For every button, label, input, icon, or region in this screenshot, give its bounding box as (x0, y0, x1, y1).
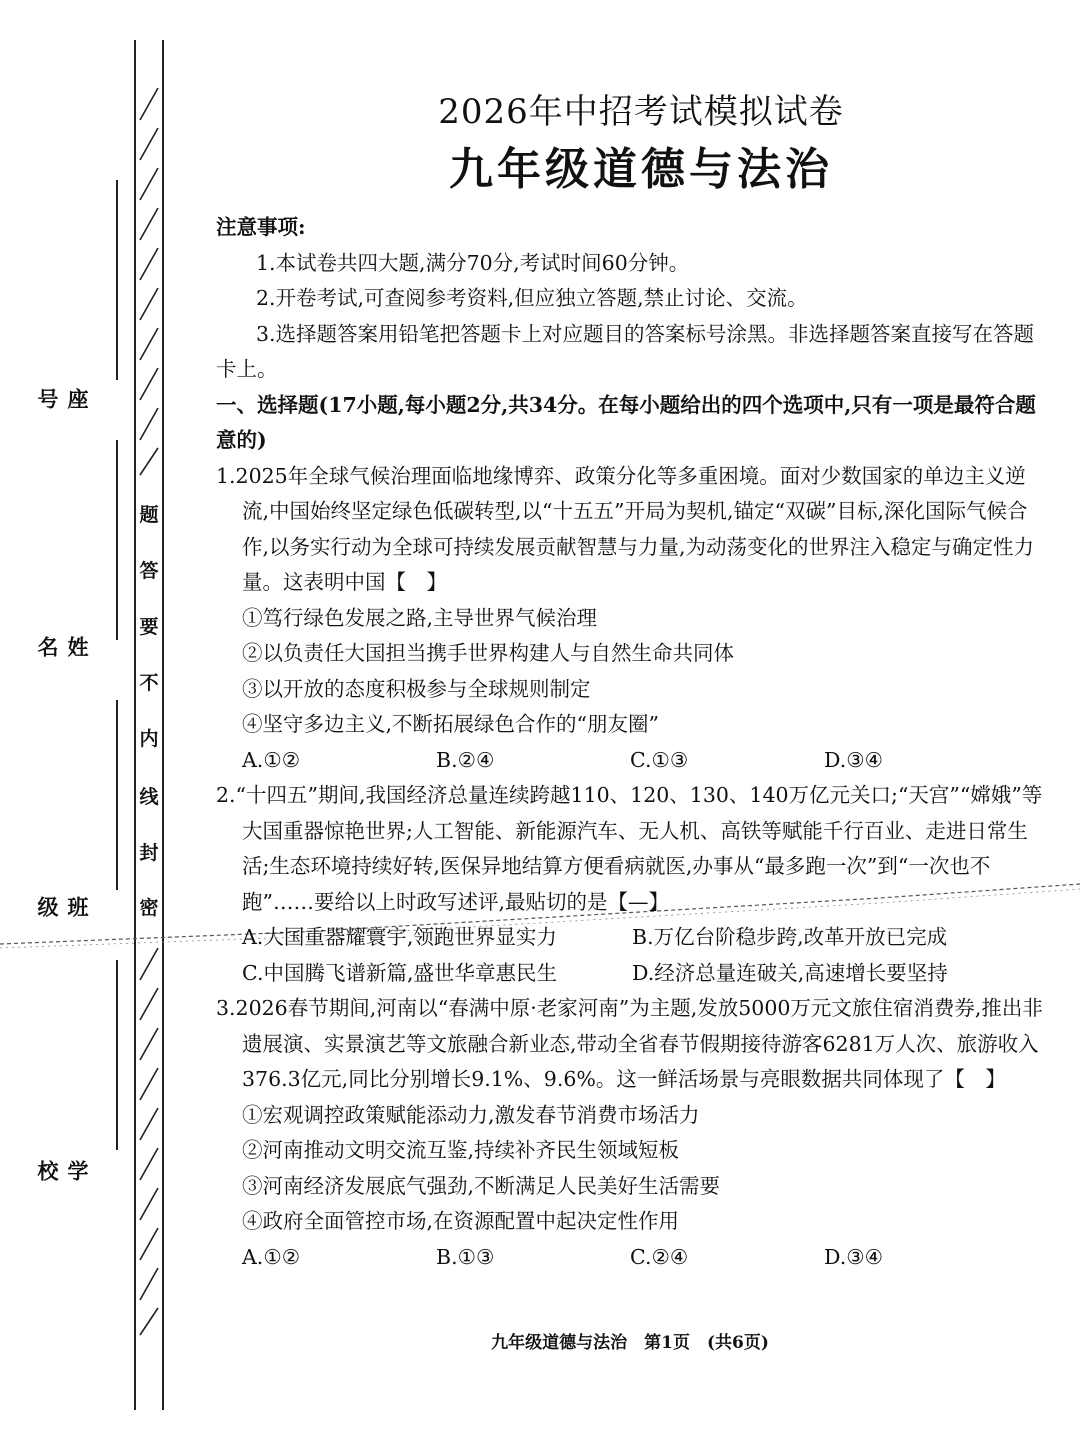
option-a[interactable]: A.①② (242, 1244, 301, 1269)
exam-title: 2026年中招考试模拟试卷 (438, 92, 844, 132)
notice-item: 2.开卷考试,可查阅参考资料,但应独立答题,禁止讨论、交流。 (256, 286, 808, 310)
name-line (116, 440, 118, 640)
option-b[interactable]: B.万亿台阶稳步跨,改革开放已完成 (632, 925, 948, 949)
notice-heading: 注意事项: (216, 215, 306, 239)
subject-title: 九年级道德与法治 (449, 144, 833, 195)
seal-char: 题 (139, 504, 159, 526)
section-heading: 一、选择题(17小题,每小题2分,共34分。在每小题给出的四个选项中,只有一项是最符合题意的) (216, 392, 1036, 452)
school-label: 学校 (35, 1160, 90, 1181)
option-c[interactable]: C.①③ (630, 747, 689, 772)
binding-line-left (134, 40, 136, 1410)
option-a[interactable]: A.大国重器耀寰宇,领跑世界显实力 (242, 925, 557, 949)
question-3-statement: ④政府全面管控市场,在资源配置中起决定性作用 (242, 1209, 680, 1233)
name-label: 姓名 (35, 636, 90, 657)
option-c[interactable]: C.中国腾飞谱新篇,盛世华章惠民生 (242, 960, 557, 985)
seal-char: 不 (139, 672, 159, 694)
seal-char: 答 (139, 560, 159, 582)
option-b[interactable]: B.①③ (436, 1244, 495, 1269)
question-2-options-row1 (216, 920, 1046, 956)
seal-char: 要 (139, 616, 159, 638)
question-1-statement: ②以负责任大国担当携手世界构建人与自然生命共同体 (242, 641, 734, 665)
exam-content (216, 90, 1046, 1275)
question-3-statement: ③河南经济发展底气强劲,不断满足人民美好生活需要 (242, 1173, 721, 1198)
option-d[interactable]: D.经济总量连破关,高速增长要坚持 (632, 960, 948, 985)
question-1-options (216, 743, 1046, 779)
question-3-stem: 3.2026春节期间,河南以“春满中原·老家河南”为主题,发放5000万元文旅住宿消费券,推出非遗展演、实景演艺等文旅融合新业态,带动全省春节假期接待游客6281万人次、旅游收入376.3亿元,同比分别增长9.1%、9.6%。这一鲜活场景与亮眼数据共同体现了【 】 (216, 996, 1043, 1091)
seal-char: 内 (139, 728, 159, 750)
question-3-statement: ①宏观调控政策赋能添动力,激发春节消费市场活力 (242, 1102, 700, 1127)
page-footer: 九年级道德与法治 第1页 (共6页) (491, 1333, 769, 1353)
seal-char: 封 (139, 842, 159, 864)
class-line (116, 700, 118, 890)
option-c[interactable]: C.②④ (630, 1244, 689, 1269)
seat-number-line (116, 180, 118, 380)
option-d[interactable]: D.③④ (824, 1244, 883, 1269)
notice-item: 3.选择题答案用铅笔把答题卡上对应题目的答案标号涂黑。非选择题答案直接写在答题卡上。 (216, 321, 1035, 381)
binding-line-right (162, 40, 164, 1410)
question-2-stem: 2.“十四五”期间,我国经济总量连续跨越110、120、130、140万亿元关口;“天宫”“嫦娥”等大国重器惊艳世界;人工智能、新能源汽车、无人机、高铁等赋能千行百业、走进日常生活;生态环境持续好转,医保异地结算方便看病就医,办事从“最多跑一次”到“一次也不跑”……要给以上时政写述评,最贴切的是【—】 (216, 783, 1043, 914)
seal-char: 密 (139, 897, 159, 919)
school-line (116, 960, 118, 1150)
option-a[interactable]: A.①② (242, 747, 301, 772)
question-3-options (216, 1240, 1046, 1276)
hatch-upper (138, 80, 160, 480)
class-label: 班级 (35, 896, 90, 917)
question-2-options-row2 (216, 956, 1046, 992)
question-1-statement: ①笃行绿色发展之路,主导世界气候治理 (242, 605, 598, 630)
option-b[interactable]: B.②④ (436, 747, 495, 772)
question-1-statement: ④坚守多边主义,不断拓展绿色合作的“朋友圈” (242, 712, 659, 736)
question-1-stem: 1.2025年全球气候治理面临地缘博弈、政策分化等多重困境。面对少数国家的单边主义逆流,中国始终坚定绿色低碳转型,以“十五五”开局为契机,锚定“双碳”目标,深化国际气候合作,以务实行动为全球可持续发展贡献智慧与力量,为动荡变化的世界注入稳定与确定性力量。这表明中国【 】 (216, 463, 1035, 594)
hatch-lower (138, 940, 160, 1340)
question-1-statement: ③以开放的态度积极参与全球规则制定 (242, 676, 591, 701)
question-3-statement: ②河南推动文明交流互鉴,持续补齐民生领域短板 (242, 1138, 680, 1162)
notice-item: 1.本试卷共四大题,满分70分,考试时间60分钟。 (256, 250, 690, 275)
seat-number-label: 座号 (35, 388, 90, 409)
option-d[interactable]: D.③④ (824, 747, 883, 772)
seal-char: 线 (139, 786, 159, 808)
